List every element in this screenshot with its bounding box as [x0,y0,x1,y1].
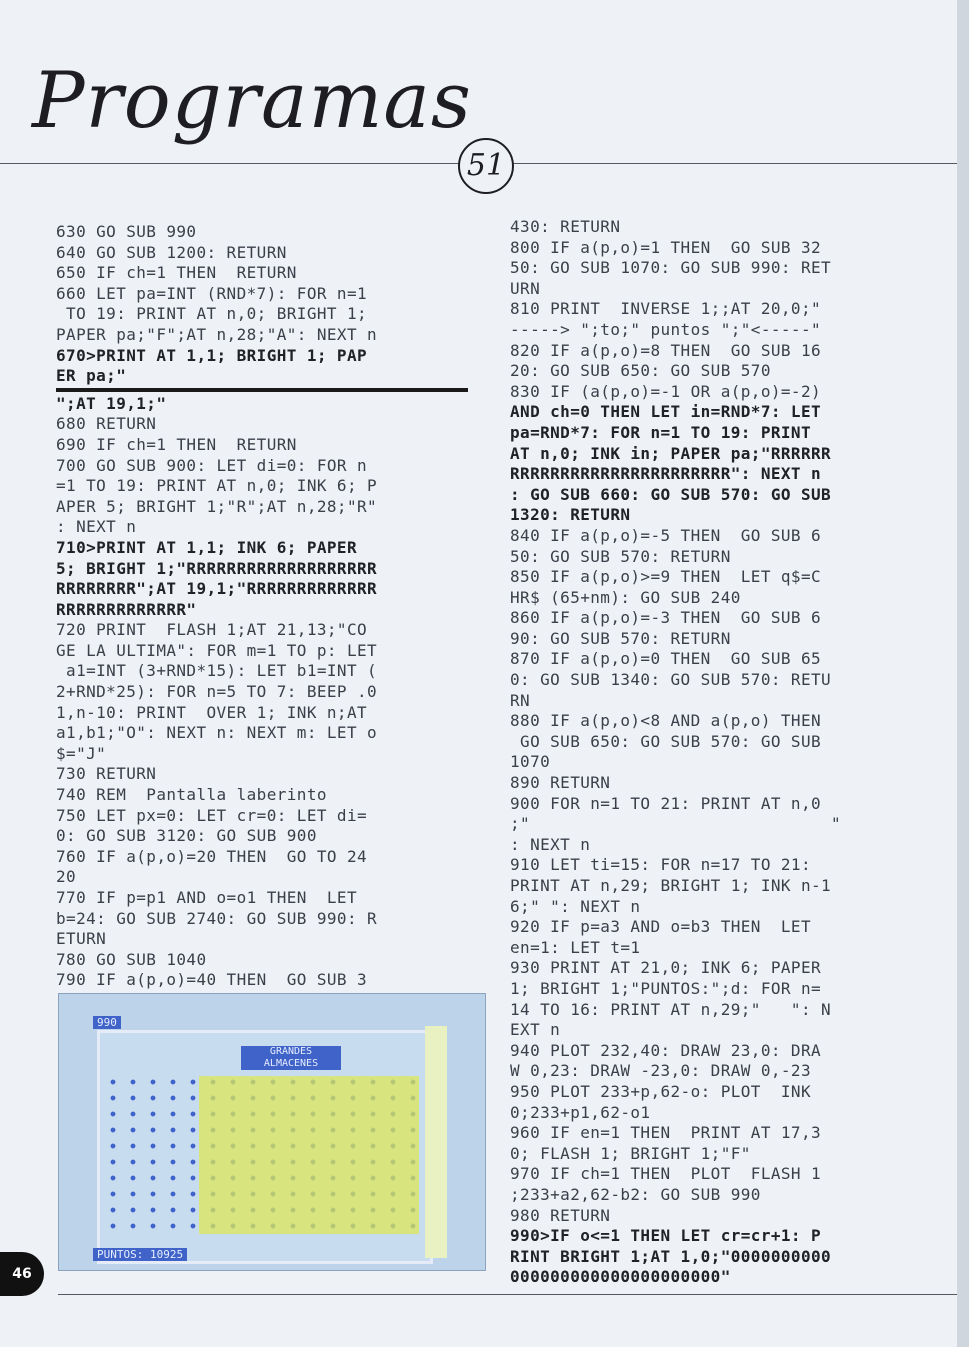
code-line: 890 RETURN [510,773,611,793]
code-line: 840 IF a(p,o)=-5 THEN GO SUB 6 [510,525,822,545]
code-line: ";AT 19,1;" [56,393,167,413]
code-line: 830 IF (a(p,o)=-1 OR a(p,o)=-2) [510,381,822,401]
code-line: : NEXT n [56,517,137,537]
game-screenshot [58,993,486,1271]
code-line: =1 TO 19: PRINT AT n,0; INK 6; P [56,476,378,496]
code-line: en=1: LET t=1 [510,937,641,957]
code-line: AND ch=0 THEN LET in=RND*7: LET [510,402,822,422]
code-line: 700 GO SUB 900: LET di=0: FOR n [56,455,368,475]
score-top: 990 [93,1016,121,1029]
code-line: a1,b1;"O": NEXT n: NEXT m: LET o [56,723,378,743]
code-line: 740 REM Pantalla laberinto [56,785,327,805]
code-line: 1320: RETURN [510,505,631,525]
yellow-zone [199,1076,419,1234]
code-line: 810 PRINT INVERSE 1;;AT 20,0;" [510,299,822,319]
code-line: PAPER pa;"F";AT n,28;"A": NEXT n [56,324,378,344]
code-line: : GO SUB 660: GO SUB 570: GO SUB [510,484,832,504]
code-line: b=24: GO SUB 2740: GO SUB 990: R [56,908,378,928]
points-readout: PUNTOS: 10925 [93,1248,187,1261]
code-line: HR$ (65+nm): GO SUB 240 [510,587,741,607]
code-line: 20: GO SUB 650: GO SUB 570 [510,361,771,381]
code-line: 0;233+p1,62-o1 [510,1102,651,1122]
code-line: 670>PRINT AT 1,1; BRIGHT 1; PAP [56,345,368,365]
code-line: 900 FOR n=1 TO 21: PRINT AT n,0 [510,793,822,813]
code-line: 820 IF a(p,o)=8 THEN GO SUB 16 [510,340,822,360]
code-line: RINT BRIGHT 1;AT 1,0;"0000000000 [510,1246,832,1266]
code-line: 710>PRINT AT 1,1; INK 6; PAPER [56,537,357,557]
code-line: 0: GO SUB 1340: GO SUB 570: RETU [510,670,832,690]
code-line: 750 LET px=0: LET cr=0: LET di= [56,805,368,825]
graphics-bar [56,388,468,392]
section-title: Programas [32,56,472,146]
code-line: ;233+a2,62-b2: GO SUB 990 [510,1184,761,1204]
code-line: TO 19: PRINT AT n,0; BRIGHT 1; [56,304,368,324]
side-panel [425,1026,447,1258]
code-line: 970 IF ch=1 THEN PLOT FLASH 1 [510,1164,822,1184]
code-line: 780 GO SUB 1040 [56,949,207,969]
code-line: 6;" ": NEXT n [510,896,641,916]
code-line: 000000000000000000000" [510,1267,731,1287]
code-line: EXT n [510,1020,561,1040]
code-line: 910 LET ti=15: FOR n=17 TO 21: [510,855,811,875]
code-line: 640 GO SUB 1200: RETURN [56,242,287,262]
code-line: 770 IF p=p1 AND o=o1 THEN LET [56,888,357,907]
code-line: RN [510,690,531,710]
code-line: RRRRRRRRRRRRRRRRRRRRRR": NEXT n [510,464,822,484]
code-line: 790 IF a(p,o)=40 THEN GO SUB 3 [56,970,368,990]
code-line: 50: GO SUB 1070: GO SUB 990: RET [510,258,832,278]
code-line: AT n,0; INK in; PAPER pa;"RRRRRR [510,443,832,463]
code-column-right [510,217,922,1288]
code-line: 680 RETURN [56,414,157,434]
code-line: 880 IF a(p,o)<8 AND a(p,o) THEN [510,711,822,731]
code-line: ER pa;" [56,366,127,386]
footer-rule [58,1294,958,1295]
code-line: 920 IF p=a3 AND o=b3 THEN LET [510,917,811,937]
code-line: 0: GO SUB 3120: GO SUB 900 [56,826,317,846]
code-line: 630 GO SUB 990 [56,222,197,241]
code-line: $="J" [56,743,107,763]
page-edge [957,0,969,1347]
code-line: 950 PLOT 233+p,62-o: PLOT INK [510,1081,811,1101]
code-line: 1,n-10: PRINT OVER 1; INK n;AT [56,702,368,722]
code-line: 760 IF a(p,o)=20 THEN GO TO 24 [56,846,368,866]
code-line: 720 PRINT FLASH 1;AT 21,13;"CO [56,620,368,640]
code-line: a1=INT (3+RND*15): LET b1=INT ( [56,661,378,681]
code-line: ETURN [56,929,107,949]
code-line: GO SUB 650: GO SUB 570: GO SUB [510,731,822,751]
code-line: 1; BRIGHT 1;"PUNTOS:";d: FOR n= [510,978,822,998]
code-line: GE LA ULTIMA": FOR m=1 TO p: LET [56,640,378,660]
code-line: 800 IF a(p,o)=1 THEN GO SUB 32 [510,237,822,257]
code-line: 860 IF a(p,o)=-3 THEN GO SUB 6 [510,608,822,628]
code-line: 90: GO SUB 570: RETURN [510,628,731,648]
code-line: 430: RETURN [510,217,621,236]
code-line: 20 [56,867,77,887]
store-sign-line2: ALMACENES [263,1058,319,1069]
code-line: RRRRRRRR";AT 19,1;"RRRRRRRRRRRRR [56,579,378,599]
code-line: pa=RND*7: FOR n=1 TO 19: PRINT [510,422,811,442]
code-line: 50: GO SUB 570: RETURN [510,546,731,566]
code-line: 930 PRINT AT 21,0; INK 6; PAPER [510,958,822,978]
code-line: 850 IF a(p,o)>=9 THEN LET q$=C [510,567,822,587]
code-line: 870 IF a(p,o)=0 THEN GO SUB 65 [510,649,822,669]
code-line: ;" " [510,814,842,834]
code-line: 990>IF o<=1 THEN LET cr=cr+1: P [510,1226,822,1246]
code-line: : NEXT n [510,834,591,854]
code-line: 660 LET pa=INT (RND*7): FOR n=1 [56,283,368,303]
store-sign [241,1046,341,1070]
code-line: 980 RETURN [510,1205,611,1225]
code-line: 14 TO 16: PRINT AT n,29;" ": N [510,999,832,1019]
page-badge: 51 [458,138,514,194]
code-line: 0; FLASH 1; BRIGHT 1;"F" [510,1143,751,1163]
page-number: 46 [0,1252,44,1296]
code-line: URN [510,278,541,298]
code-line: 1070 [510,752,551,772]
code-column-left [56,222,468,991]
code-line: APER 5; BRIGHT 1;"R";AT n,28;"R" [56,496,378,516]
code-line: PRINT AT n,29; BRIGHT 1; INK n-1 [510,876,832,895]
code-line: RRRRRRRRRRRRR" [56,599,197,619]
code-line: 5; BRIGHT 1;"RRRRRRRRRRRRRRRRRRR [56,558,378,578]
code-line: 650 IF ch=1 THEN RETURN [56,263,297,283]
code-line: 730 RETURN [56,764,157,784]
store-sign-line1: GRANDES [269,1046,313,1057]
code-line: -----> ";to;" puntos ";"<-----" [510,319,822,339]
code-line: W 0,23: DRAW -23,0: DRAW 0,-23 [510,1061,811,1081]
code-line: 960 IF en=1 THEN PRINT AT 17,3 [510,1123,822,1143]
code-line: 2+RND*25): FOR n=5 TO 7: BEEP .0 [56,682,378,702]
code-line: 690 IF ch=1 THEN RETURN [56,434,297,454]
code-line: 940 PLOT 232,40: DRAW 23,0: DRA [510,1040,822,1060]
